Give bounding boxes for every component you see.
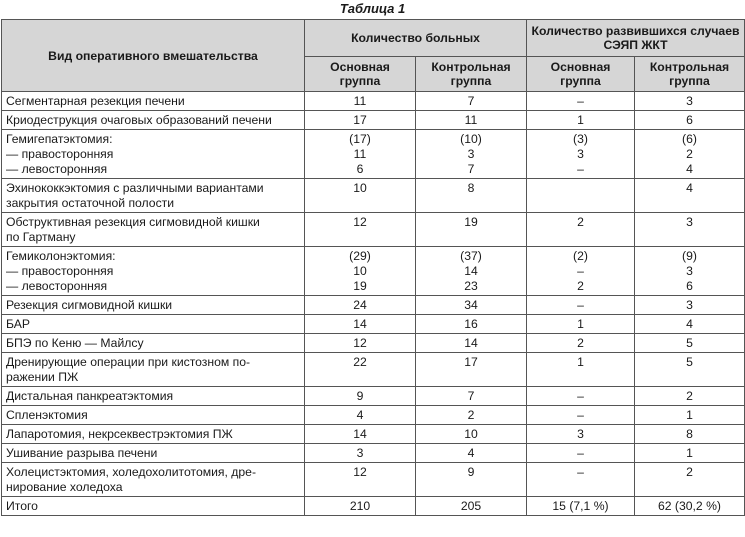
cell-cases-control-line: 1 (686, 446, 693, 460)
cell-patients-control-line: (37) (460, 249, 482, 263)
cell-patients-control (416, 130, 527, 179)
surgery-complications-table (1, 19, 745, 516)
cell-cases-main-line: 2 (577, 279, 584, 293)
cell-cases-main-line: 2 (577, 336, 584, 350)
cell-patients-main-line: 22 (353, 355, 367, 369)
cell-patients-main-line: 17 (353, 113, 367, 127)
cell-patients-main (305, 247, 416, 296)
cell-cases-main-line: – (577, 298, 584, 312)
cell-operation (2, 444, 305, 463)
cell-patients-control-line: 10 (464, 427, 478, 441)
cell-operation (2, 92, 305, 111)
cell-cases-control (635, 463, 745, 497)
cell-cases-control-line: 6 (686, 113, 693, 127)
table-body (2, 92, 745, 516)
cell-cases-control (635, 213, 745, 247)
cell-patients-control-line: 4 (467, 446, 475, 460)
cell-patients-main (305, 406, 416, 425)
cell-patients-control (416, 92, 527, 111)
cell-patients-control-line: (10) (460, 132, 482, 146)
cell-cases-main (527, 406, 635, 425)
cell-cases-main (527, 387, 635, 406)
cell-operation (2, 296, 305, 315)
cell-patients-main-line: 10 (353, 264, 367, 278)
cell-patients-main-line: 210 (349, 499, 371, 513)
cell-patients-main-line: 6 (356, 162, 364, 176)
cell-cases-control-line: 1 (686, 408, 693, 422)
cell-cases-control (635, 334, 745, 353)
cell-patients-main (305, 497, 416, 516)
cell-patients-control (416, 179, 527, 213)
cell-operation-line: Гемигепатэктомия: (6, 132, 113, 146)
cell-patients-control-line: 2 (467, 408, 475, 422)
cell-patients-main-line: 14 (353, 317, 367, 331)
cell-operation-line: Лапаротомия, некрсеквестрэктомия ПЖ (6, 427, 233, 441)
table-row (2, 179, 745, 213)
cell-cases-main (527, 130, 635, 179)
cell-operation-line: БПЭ по Кеню — Майлсу (6, 336, 144, 350)
cell-patients-main (305, 296, 416, 315)
cell-patients-control (416, 463, 527, 497)
cell-patients-main (305, 387, 416, 406)
table-row (2, 111, 745, 130)
header-cases-control: Контрольная группа (635, 57, 745, 92)
cell-operation-line: Холецистэктомия, холедохолитотомия, дре- (6, 465, 257, 479)
cell-operation-line: Обструктивная резекция сигмовидной кишки (6, 215, 260, 229)
cell-cases-main (527, 463, 635, 497)
cell-patients-control (416, 213, 527, 247)
cell-patients-control-line: 14 (464, 336, 478, 350)
cell-cases-control-line: 4 (686, 181, 693, 195)
header-patients-control: Контрольная группа (416, 57, 527, 92)
cell-patients-main (305, 425, 416, 444)
cell-patients-main (305, 315, 416, 334)
table-row (2, 130, 745, 179)
cell-operation (2, 387, 305, 406)
cell-operation (2, 406, 305, 425)
cell-cases-control-line: (9) (682, 249, 697, 263)
header-patients-main: Основная группа (305, 57, 416, 92)
cell-cases-main-line: 2 (577, 215, 584, 229)
cell-cases-control (635, 315, 745, 334)
cell-cases-main-line: – (577, 264, 584, 278)
cell-cases-main (527, 444, 635, 463)
cell-cases-control-line: 5 (686, 336, 693, 350)
cell-cases-control-line: 2 (686, 147, 693, 161)
cell-operation-line: нирование холедоха (6, 480, 123, 494)
cell-patients-main-line: 12 (353, 215, 367, 229)
cell-cases-main-line: 3 (577, 427, 584, 441)
cell-patients-control (416, 425, 527, 444)
cell-patients-control-line: 14 (464, 264, 478, 278)
cell-operation-line: — левосторонняя (6, 162, 108, 176)
cell-patients-control-line: 34 (464, 298, 478, 312)
cell-cases-control-line: 3 (686, 298, 693, 312)
cell-operation (2, 130, 305, 179)
cell-cases-main-line: 1 (577, 355, 584, 369)
cell-cases-control-line: 2 (686, 465, 693, 479)
cell-patients-control-line: 19 (464, 215, 478, 229)
cell-patients-control-line: 16 (464, 317, 478, 331)
cell-cases-control (635, 387, 745, 406)
cell-cases-main-line: 15 (7,1 %) (552, 499, 609, 513)
cell-cases-control (635, 179, 745, 213)
cell-operation (2, 213, 305, 247)
cell-patients-control-line: 9 (467, 465, 475, 479)
cell-patients-control-line: 205 (460, 499, 482, 513)
cell-patients-main-line: 11 (353, 147, 367, 161)
cell-patients-control (416, 315, 527, 334)
table-row (2, 497, 745, 516)
table-row (2, 387, 745, 406)
cell-patients-control (416, 444, 527, 463)
cell-patients-main (305, 111, 416, 130)
cell-cases-main-line: 1 (577, 113, 584, 127)
cell-cases-main-line: (3) (573, 132, 588, 146)
cell-cases-main-line: 3 (577, 147, 584, 161)
cell-patients-main (305, 353, 416, 387)
table-row (2, 334, 745, 353)
cell-patients-control-line: 7 (467, 94, 475, 108)
cell-cases-control (635, 92, 745, 111)
cell-operation-line: Гемиколонэктомия: (6, 249, 116, 263)
cell-patients-control (416, 406, 527, 425)
cell-cases-main (527, 315, 635, 334)
table-row (2, 247, 745, 296)
table-row (2, 444, 745, 463)
cell-cases-control (635, 497, 745, 516)
cell-patients-control (416, 334, 527, 353)
cell-cases-control-line: 8 (686, 427, 693, 441)
cell-patients-main (305, 130, 416, 179)
cell-cases-control (635, 353, 745, 387)
cell-patients-main (305, 179, 416, 213)
cell-patients-control-line: 3 (467, 147, 475, 161)
cell-cases-main-line: – (577, 408, 584, 422)
cell-operation-line: Криодеструкция очаговых образований печени (6, 113, 272, 127)
cell-cases-control (635, 130, 745, 179)
header-operation-type: Вид оперативного вмешательства (2, 20, 305, 92)
cell-cases-control-line: 4 (686, 162, 693, 176)
cell-patients-control-line: 7 (467, 389, 475, 403)
cell-patients-main (305, 213, 416, 247)
table-row (2, 315, 745, 334)
table-row (2, 92, 745, 111)
cell-cases-control (635, 425, 745, 444)
cell-cases-control-line: (6) (682, 132, 697, 146)
table-row (2, 425, 745, 444)
header-patient-count: Количество больных (305, 20, 527, 57)
cell-patients-main-line: (17) (349, 132, 371, 146)
cell-patients-control-line: 17 (464, 355, 478, 369)
cell-cases-control-line: 5 (686, 355, 693, 369)
cell-cases-main (527, 179, 635, 213)
cell-operation-line: Дистальная панкреатэктомия (6, 389, 174, 403)
cell-operation-line: — левосторонняя (6, 279, 108, 293)
cell-operation (2, 315, 305, 334)
cell-cases-control-line: 62 (30,2 %) (657, 499, 721, 513)
cell-patients-main (305, 92, 416, 111)
cell-cases-main-line: – (577, 465, 584, 479)
table-caption: Таблица 1 (339, 1, 406, 16)
cell-patients-main-line: 19 (353, 279, 367, 293)
cell-patients-main (305, 334, 416, 353)
cell-cases-main (527, 213, 635, 247)
cell-cases-main (527, 334, 635, 353)
cell-operation (2, 179, 305, 213)
cell-cases-main-line: 1 (577, 317, 584, 331)
cell-patients-main (305, 444, 416, 463)
cell-patients-control-line: 23 (464, 279, 478, 293)
cell-cases-control-line: 4 (686, 317, 693, 331)
cell-patients-control (416, 353, 527, 387)
cell-patients-main-line: 9 (356, 389, 364, 403)
cell-cases-main (527, 247, 635, 296)
cell-cases-main (527, 296, 635, 315)
cell-patients-main-line: 14 (353, 427, 367, 441)
cell-cases-control-line: 3 (686, 264, 693, 278)
cell-cases-control (635, 296, 745, 315)
cell-cases-main-line: – (577, 162, 584, 176)
cell-cases-main (527, 425, 635, 444)
cell-cases-main (527, 353, 635, 387)
cell-cases-main (527, 497, 635, 516)
cell-patients-control (416, 497, 527, 516)
cell-operation-line: закрытия остаточной полости (6, 196, 175, 210)
cell-operation-line: ражении ПЖ (6, 370, 79, 384)
cell-patients-main-line: (29) (349, 249, 371, 263)
cell-operation-line: — правосторонняя (6, 264, 114, 278)
cell-operation-line: Итого (6, 499, 38, 513)
cell-patients-main-line: 12 (353, 465, 367, 479)
cell-operation-line: Резекция сигмовидной кишки (6, 298, 173, 312)
cell-patients-control-line: 11 (464, 113, 478, 127)
cell-operation (2, 463, 305, 497)
cell-patients-main-line: 10 (353, 181, 367, 195)
cell-patients-main-line: 4 (356, 408, 364, 422)
table-row (2, 296, 745, 315)
cell-patients-control-line: 8 (467, 181, 475, 195)
cell-cases-control-line: 6 (686, 279, 693, 293)
cell-operation (2, 111, 305, 130)
cell-patients-control (416, 247, 527, 296)
cell-cases-control (635, 444, 745, 463)
cell-operation-line: Дренирующие операции при кистозном по- (6, 355, 251, 369)
cell-patients-control (416, 111, 527, 130)
cell-cases-main-line: (2) (573, 249, 588, 263)
cell-operation-line: БАР (6, 317, 30, 331)
table-row (2, 213, 745, 247)
cell-cases-control (635, 406, 745, 425)
cell-cases-main-line: – (577, 94, 584, 108)
cell-cases-control-line: 3 (686, 94, 693, 108)
cell-cases-control (635, 247, 745, 296)
cell-operation (2, 334, 305, 353)
cell-patients-control (416, 296, 527, 315)
table-row (2, 353, 745, 387)
cell-operation-line: по Гартману (6, 230, 76, 244)
header-complication-count: Количество развившихся случаев СЭЯП ЖКТ (527, 20, 745, 57)
cell-patients-main (305, 463, 416, 497)
table-row (2, 406, 745, 425)
cell-operation-line: Сегментарная резекция печени (6, 94, 185, 108)
cell-operation (2, 425, 305, 444)
cell-cases-main-line: – (577, 389, 584, 403)
cell-operation (2, 353, 305, 387)
cell-operation-line: Спленэктомия (6, 408, 88, 422)
cell-patients-control-line: 7 (467, 162, 475, 176)
cell-cases-main-line: – (577, 446, 584, 460)
cell-operation-line: Ушивание разрыва печени (6, 446, 158, 460)
cell-cases-main (527, 92, 635, 111)
table-row (2, 463, 745, 497)
cell-cases-control-line: 2 (686, 389, 693, 403)
cell-patients-control (416, 387, 527, 406)
table-header (2, 20, 745, 92)
cell-operation-line: Эхинококкэктомия с различными вариантами (6, 181, 264, 195)
cell-cases-control (635, 111, 745, 130)
cell-cases-control-line: 3 (686, 215, 693, 229)
cell-patients-main-line: 11 (353, 94, 367, 108)
cell-operation-line: — правосторонняя (6, 147, 114, 161)
cell-operation (2, 247, 305, 296)
cell-patients-main-line: 3 (356, 446, 364, 460)
cell-cases-main (527, 111, 635, 130)
cell-patients-main-line: 24 (353, 298, 367, 312)
cell-operation (2, 497, 305, 516)
header-cases-main: Основная группа (527, 57, 635, 92)
cell-patients-main-line: 12 (353, 336, 367, 350)
